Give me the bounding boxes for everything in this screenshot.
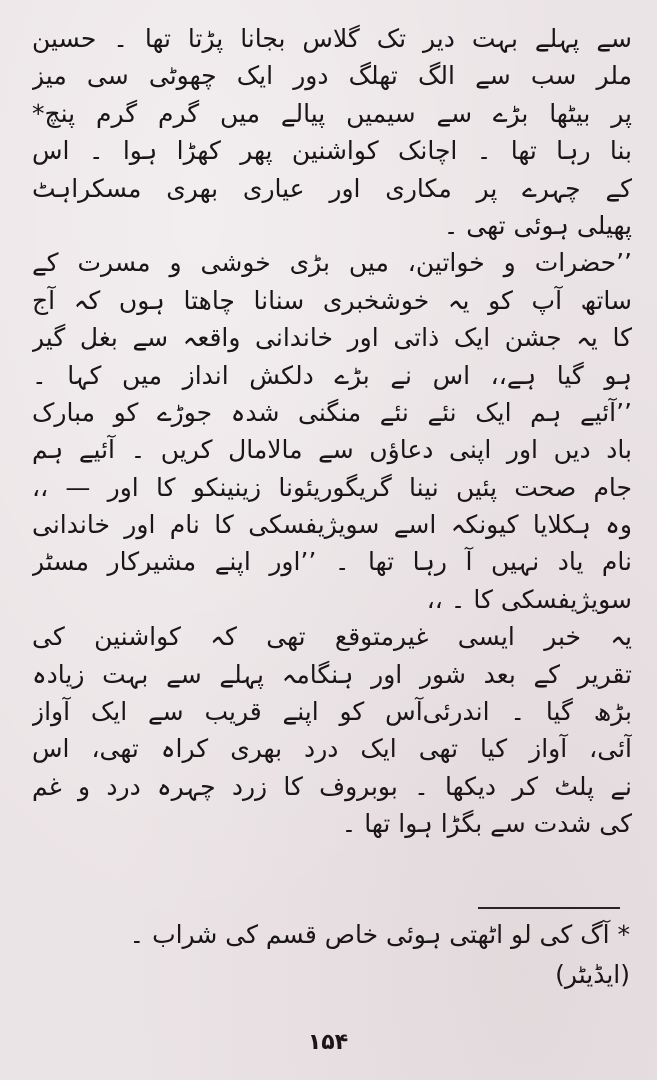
text-line: کی شدت سے بگڑا ہوا تھا ۔ <box>341 809 632 839</box>
footnote-line: (ایڈیٹر) <box>555 960 630 989</box>
text-line: کے چہرے پر مکاری اور عیاری بھری مسکراہٹ <box>32 173 632 203</box>
paragraph <box>32 618 632 842</box>
text-line: پھیلی ہوئی تھی ۔ <box>443 210 632 240</box>
text-line: وہ ہکلایا کیونکہ اسے سویژیفسکی کا نام اور خاندانی <box>32 510 632 540</box>
text-line: ساتھ آپ کو یہ خوشخبری سنانا چاھتا ہوں کہ آج <box>32 285 632 315</box>
text-line: کا یہ جشن ایک ذاتی اور خاندانی واقعہ سے بغل گیر <box>32 323 632 353</box>
text-line: سویژیفسکی کا ۔ ،، <box>426 584 632 614</box>
text-line: باد دیں اور اپنی دعاؤں سے مالامال کریں ۔ آئیے ہم <box>32 435 632 465</box>
text-line: نے پلٹ کر دیکھا ۔ بوبروف کا زرد چہرہ درد و غم <box>32 771 632 801</box>
paragraph <box>32 244 632 618</box>
text-line: نام یاد نہیں آ رہا تھا ۔ ’’اور اپنے مشیرکار مسٹر <box>32 547 632 577</box>
text-line: ملر سب سے الگ تھلگ دور ایک چھوٹی سی میز <box>32 61 632 91</box>
footnote <box>32 915 630 995</box>
text-line: ’’حضرات و خواتین، میں بڑی خوشی و مسرت کے <box>32 248 632 278</box>
paragraph <box>32 20 632 244</box>
page-number: ۱۵۴ <box>307 1030 349 1055</box>
text-line: بڑھ گیا ۔ اندرئی‌آس کو اپنے قریب سے ایک آواز <box>32 697 632 727</box>
footnote-divider <box>478 907 620 909</box>
text-line: آئی، آواز کیا تھی ایک درد بھری کراہ تھی، اس <box>32 734 632 764</box>
text-line: یہ خبر ایسی غیرمتوقع تھی کہ کواشنین کی <box>32 622 632 652</box>
text-line: پر بیٹھا بڑے سے سیمیں پیالے میں گرم گرم پنچ* <box>32 98 632 128</box>
text-line: سے پہلے بہت دیر تک گلاس بجانا پڑتا تھا ۔ حسین <box>32 24 632 53</box>
text-line: جام صحت پئیں نینا گریگوریئونا زینینکو کا اور — ،، <box>32 472 632 502</box>
text-line: بنا رہا تھا ۔ اچانک کواشنین پھر کھڑا ہوا ۔ اس <box>32 136 632 166</box>
text-line: ہو گیا ہے،، اس نے بڑے دلکش انداز میں کہا ۔ <box>32 360 632 390</box>
body-text <box>32 20 632 843</box>
footnote-line: * آگ کی لو اٹھتی ہوئی خاص قسم کی شراب ۔ <box>129 920 630 949</box>
text-line: ’’آئیے ہم ایک نئے نئے منگنی شدہ جوڑے کو مبارک <box>32 397 632 427</box>
text-line: تقریر کے بعد شور اور ہنگامہ پہلے سے بہت زیادہ <box>32 659 632 689</box>
